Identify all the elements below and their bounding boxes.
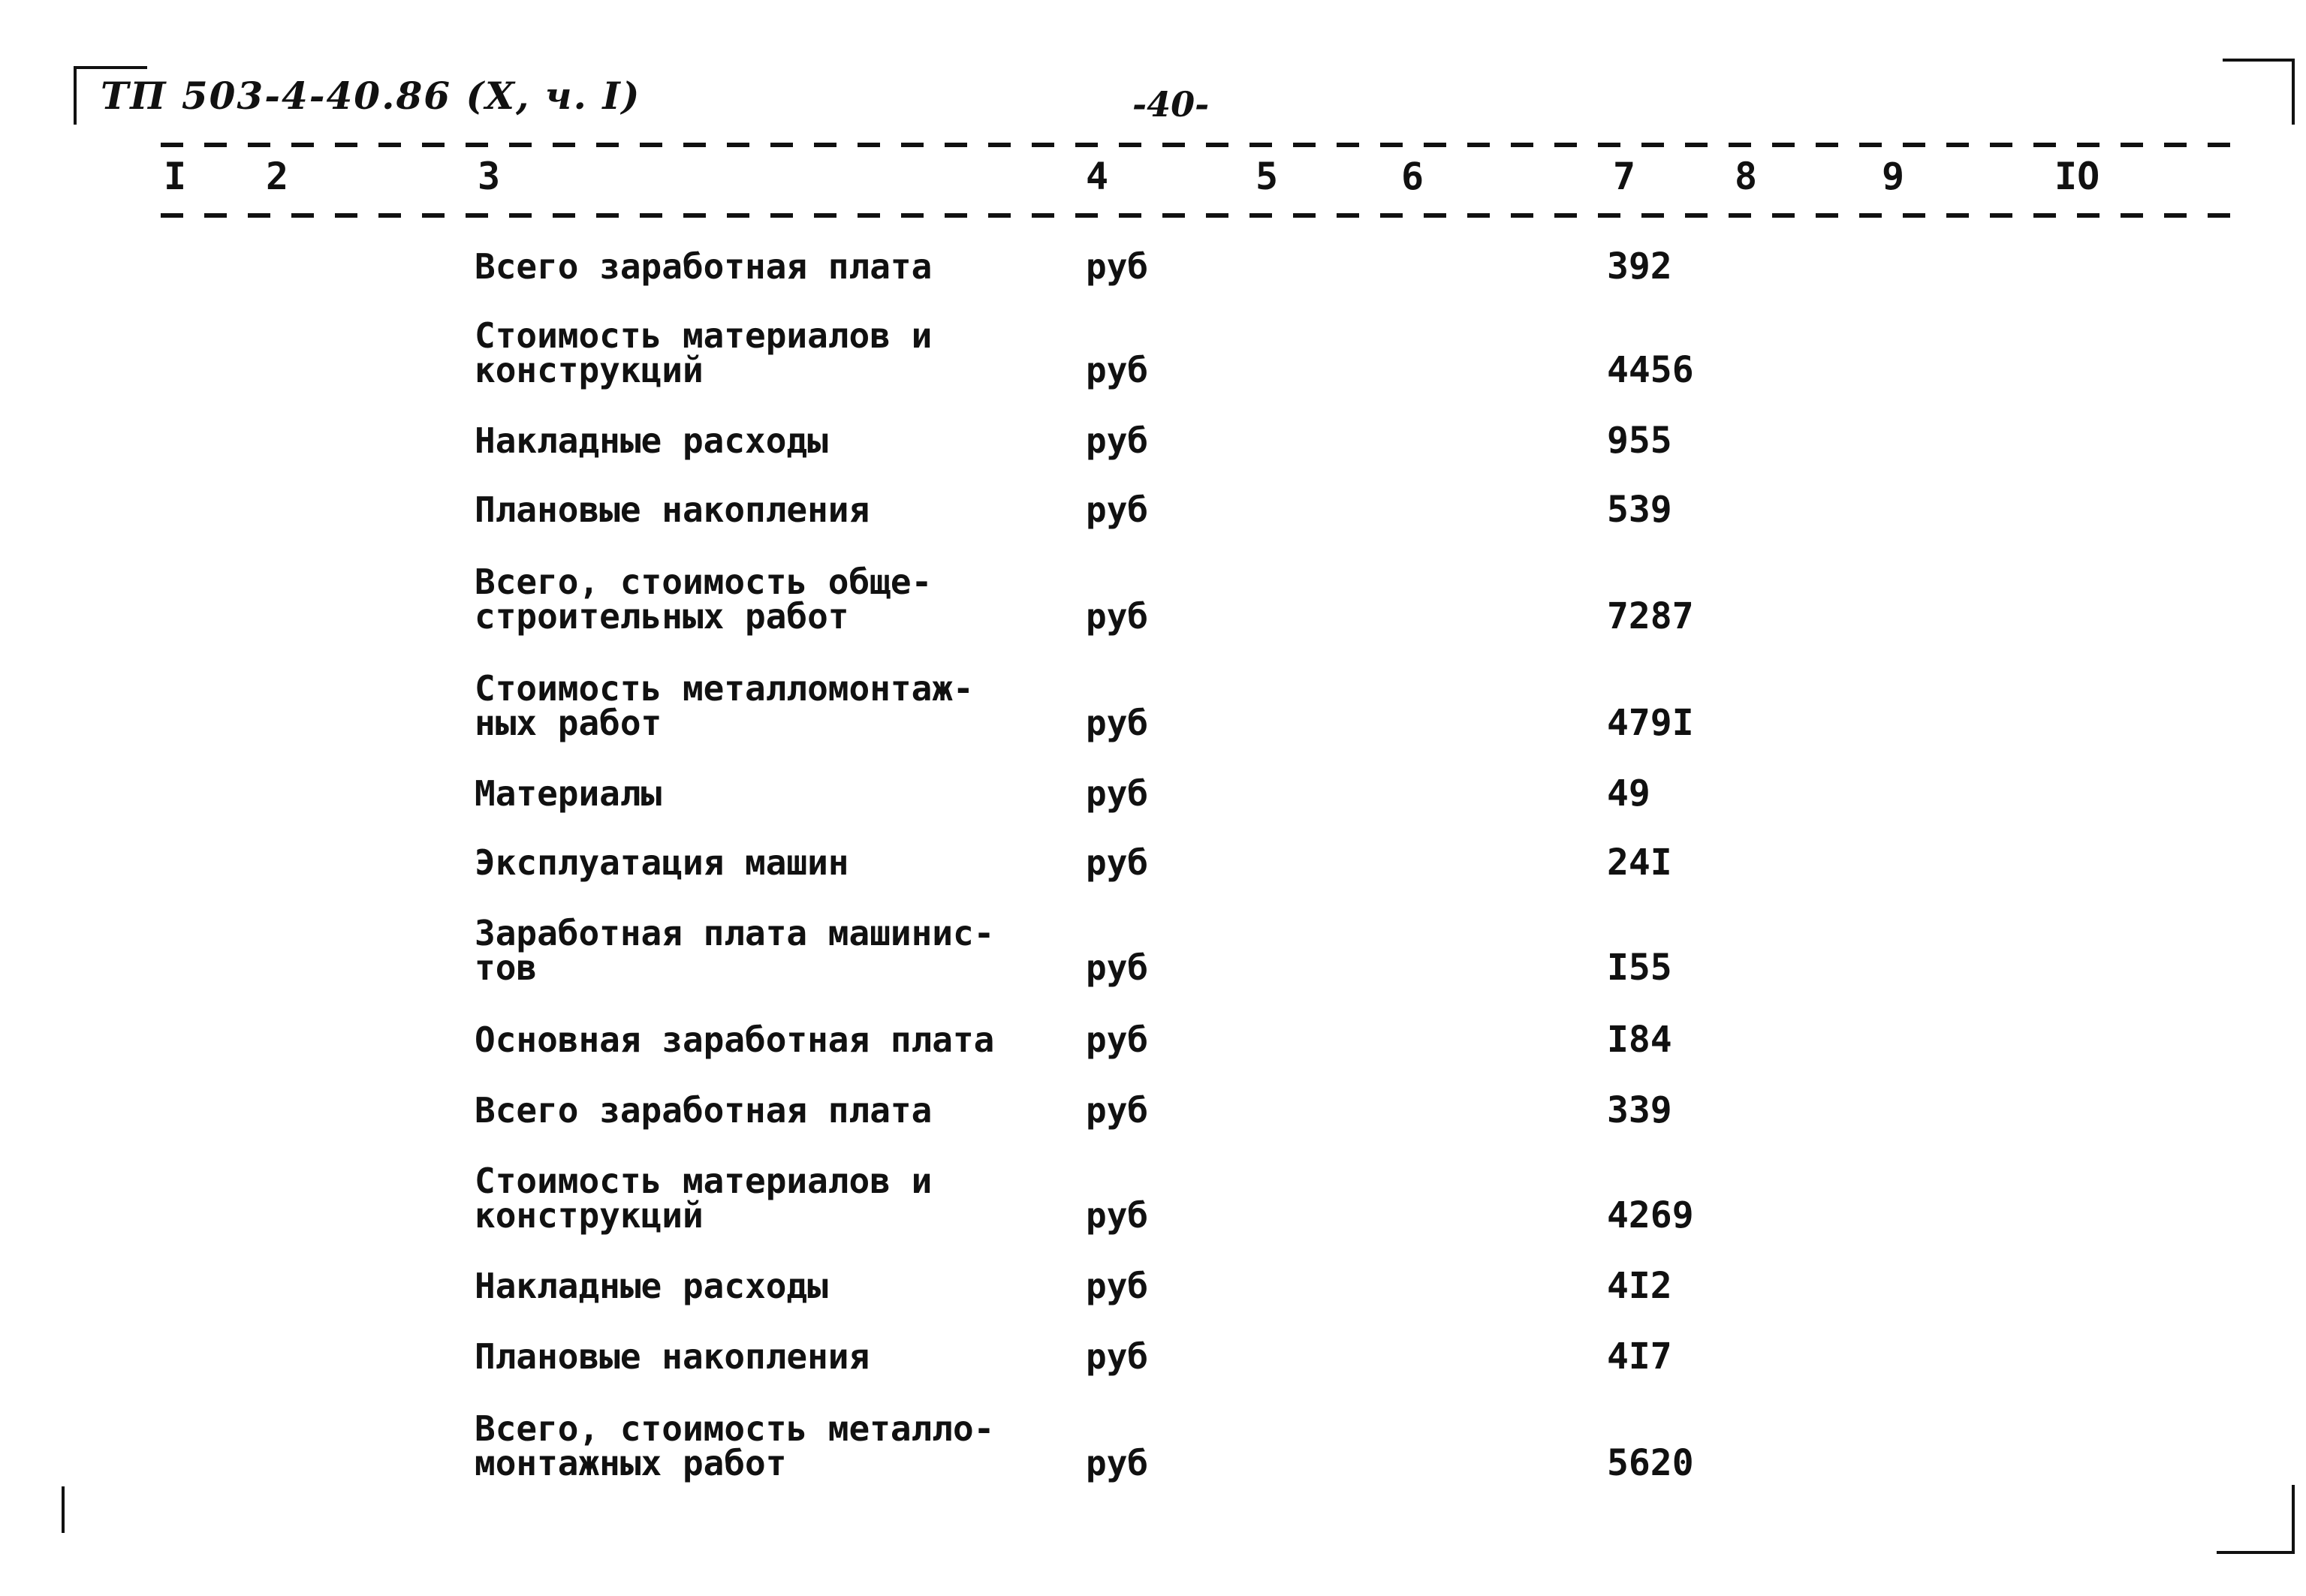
- column-header-4: 4: [1086, 155, 1109, 198]
- row-description: Всего заработная плата: [475, 246, 933, 287]
- row-value: 339: [1607, 1089, 1672, 1131]
- column-header-10: IO: [2054, 155, 2100, 198]
- row-description: Эксплуатация машин: [475, 842, 849, 883]
- row-description: Основная заработная плата: [475, 1019, 995, 1060]
- frame-corner-top-right: [2223, 59, 2295, 62]
- row-value: 49: [1607, 772, 1650, 815]
- row-value: 4456: [1607, 349, 1694, 391]
- column-header-2: 2: [266, 155, 289, 198]
- row-unit: руб: [1086, 1443, 1149, 1483]
- row-description: Всего, стоимость металло- монтажных работ: [475, 1408, 995, 1483]
- row-description: Стоимость металломонтаж- ных работ: [475, 668, 974, 743]
- column-header-9: 9: [1882, 155, 1905, 198]
- row-description: Всего, стоимость обще- строительных работ: [475, 562, 933, 637]
- row-description: Плановые накопления: [475, 489, 870, 530]
- row-unit: руб: [1086, 246, 1149, 287]
- frame-mark-bottom-left: [62, 1486, 65, 1533]
- row-description: Заработная плата машинис- тов: [475, 913, 995, 988]
- row-value: I84: [1607, 1019, 1672, 1061]
- document-code: ТП 503-4-40.86 (X, ч. I): [101, 74, 641, 118]
- row-description: Накладные расходы: [475, 420, 828, 461]
- row-description: Стоимость материалов и конструкций: [475, 1161, 933, 1236]
- row-unit: руб: [1086, 842, 1149, 883]
- header-divider-bottom: [161, 213, 2233, 218]
- row-description: Всего заработная плата: [475, 1090, 933, 1131]
- row-unit: руб: [1086, 420, 1149, 461]
- row-value: 4269: [1607, 1194, 1694, 1236]
- row-description: Стоимость материалов и конструкций: [475, 315, 933, 390]
- frame-corner-bottom-right: [2217, 1551, 2295, 1554]
- column-header-8: 8: [1735, 155, 1758, 198]
- row-value: 955: [1607, 420, 1672, 462]
- page-number: -40-: [1132, 84, 1210, 125]
- row-unit: руб: [1086, 947, 1149, 988]
- row-value: 24I: [1607, 842, 1672, 884]
- row-unit: руб: [1086, 773, 1149, 814]
- row-unit: руб: [1086, 489, 1149, 530]
- row-description: Плановые накопления: [475, 1336, 870, 1377]
- row-value: 539: [1607, 489, 1672, 531]
- column-header-5: 5: [1255, 155, 1279, 198]
- row-unit: руб: [1086, 1019, 1149, 1060]
- row-description: Накладные расходы: [475, 1266, 828, 1306]
- row-unit: руб: [1086, 1336, 1149, 1377]
- row-value: 7287: [1607, 595, 1694, 637]
- row-value: 4I7: [1607, 1336, 1672, 1378]
- row-unit: руб: [1086, 1090, 1149, 1131]
- row-value: 392: [1607, 245, 1672, 288]
- row-unit: руб: [1086, 703, 1149, 743]
- row-value: 479I: [1607, 702, 1694, 744]
- row-unit: руб: [1086, 1195, 1149, 1236]
- row-value: 5620: [1607, 1442, 1694, 1484]
- column-header-3: 3: [478, 155, 501, 198]
- row-unit: руб: [1086, 350, 1149, 390]
- column-header-6: 6: [1401, 155, 1424, 198]
- row-unit: руб: [1086, 596, 1149, 637]
- frame-corner-top-left: [74, 66, 77, 125]
- row-value: I55: [1607, 947, 1672, 989]
- column-header-7: 7: [1613, 155, 1636, 198]
- column-header-1: I: [164, 155, 187, 198]
- row-value: 4I2: [1607, 1265, 1672, 1307]
- header-divider-top: [161, 143, 2233, 147]
- row-unit: руб: [1086, 1266, 1149, 1306]
- row-description: Материалы: [475, 773, 662, 814]
